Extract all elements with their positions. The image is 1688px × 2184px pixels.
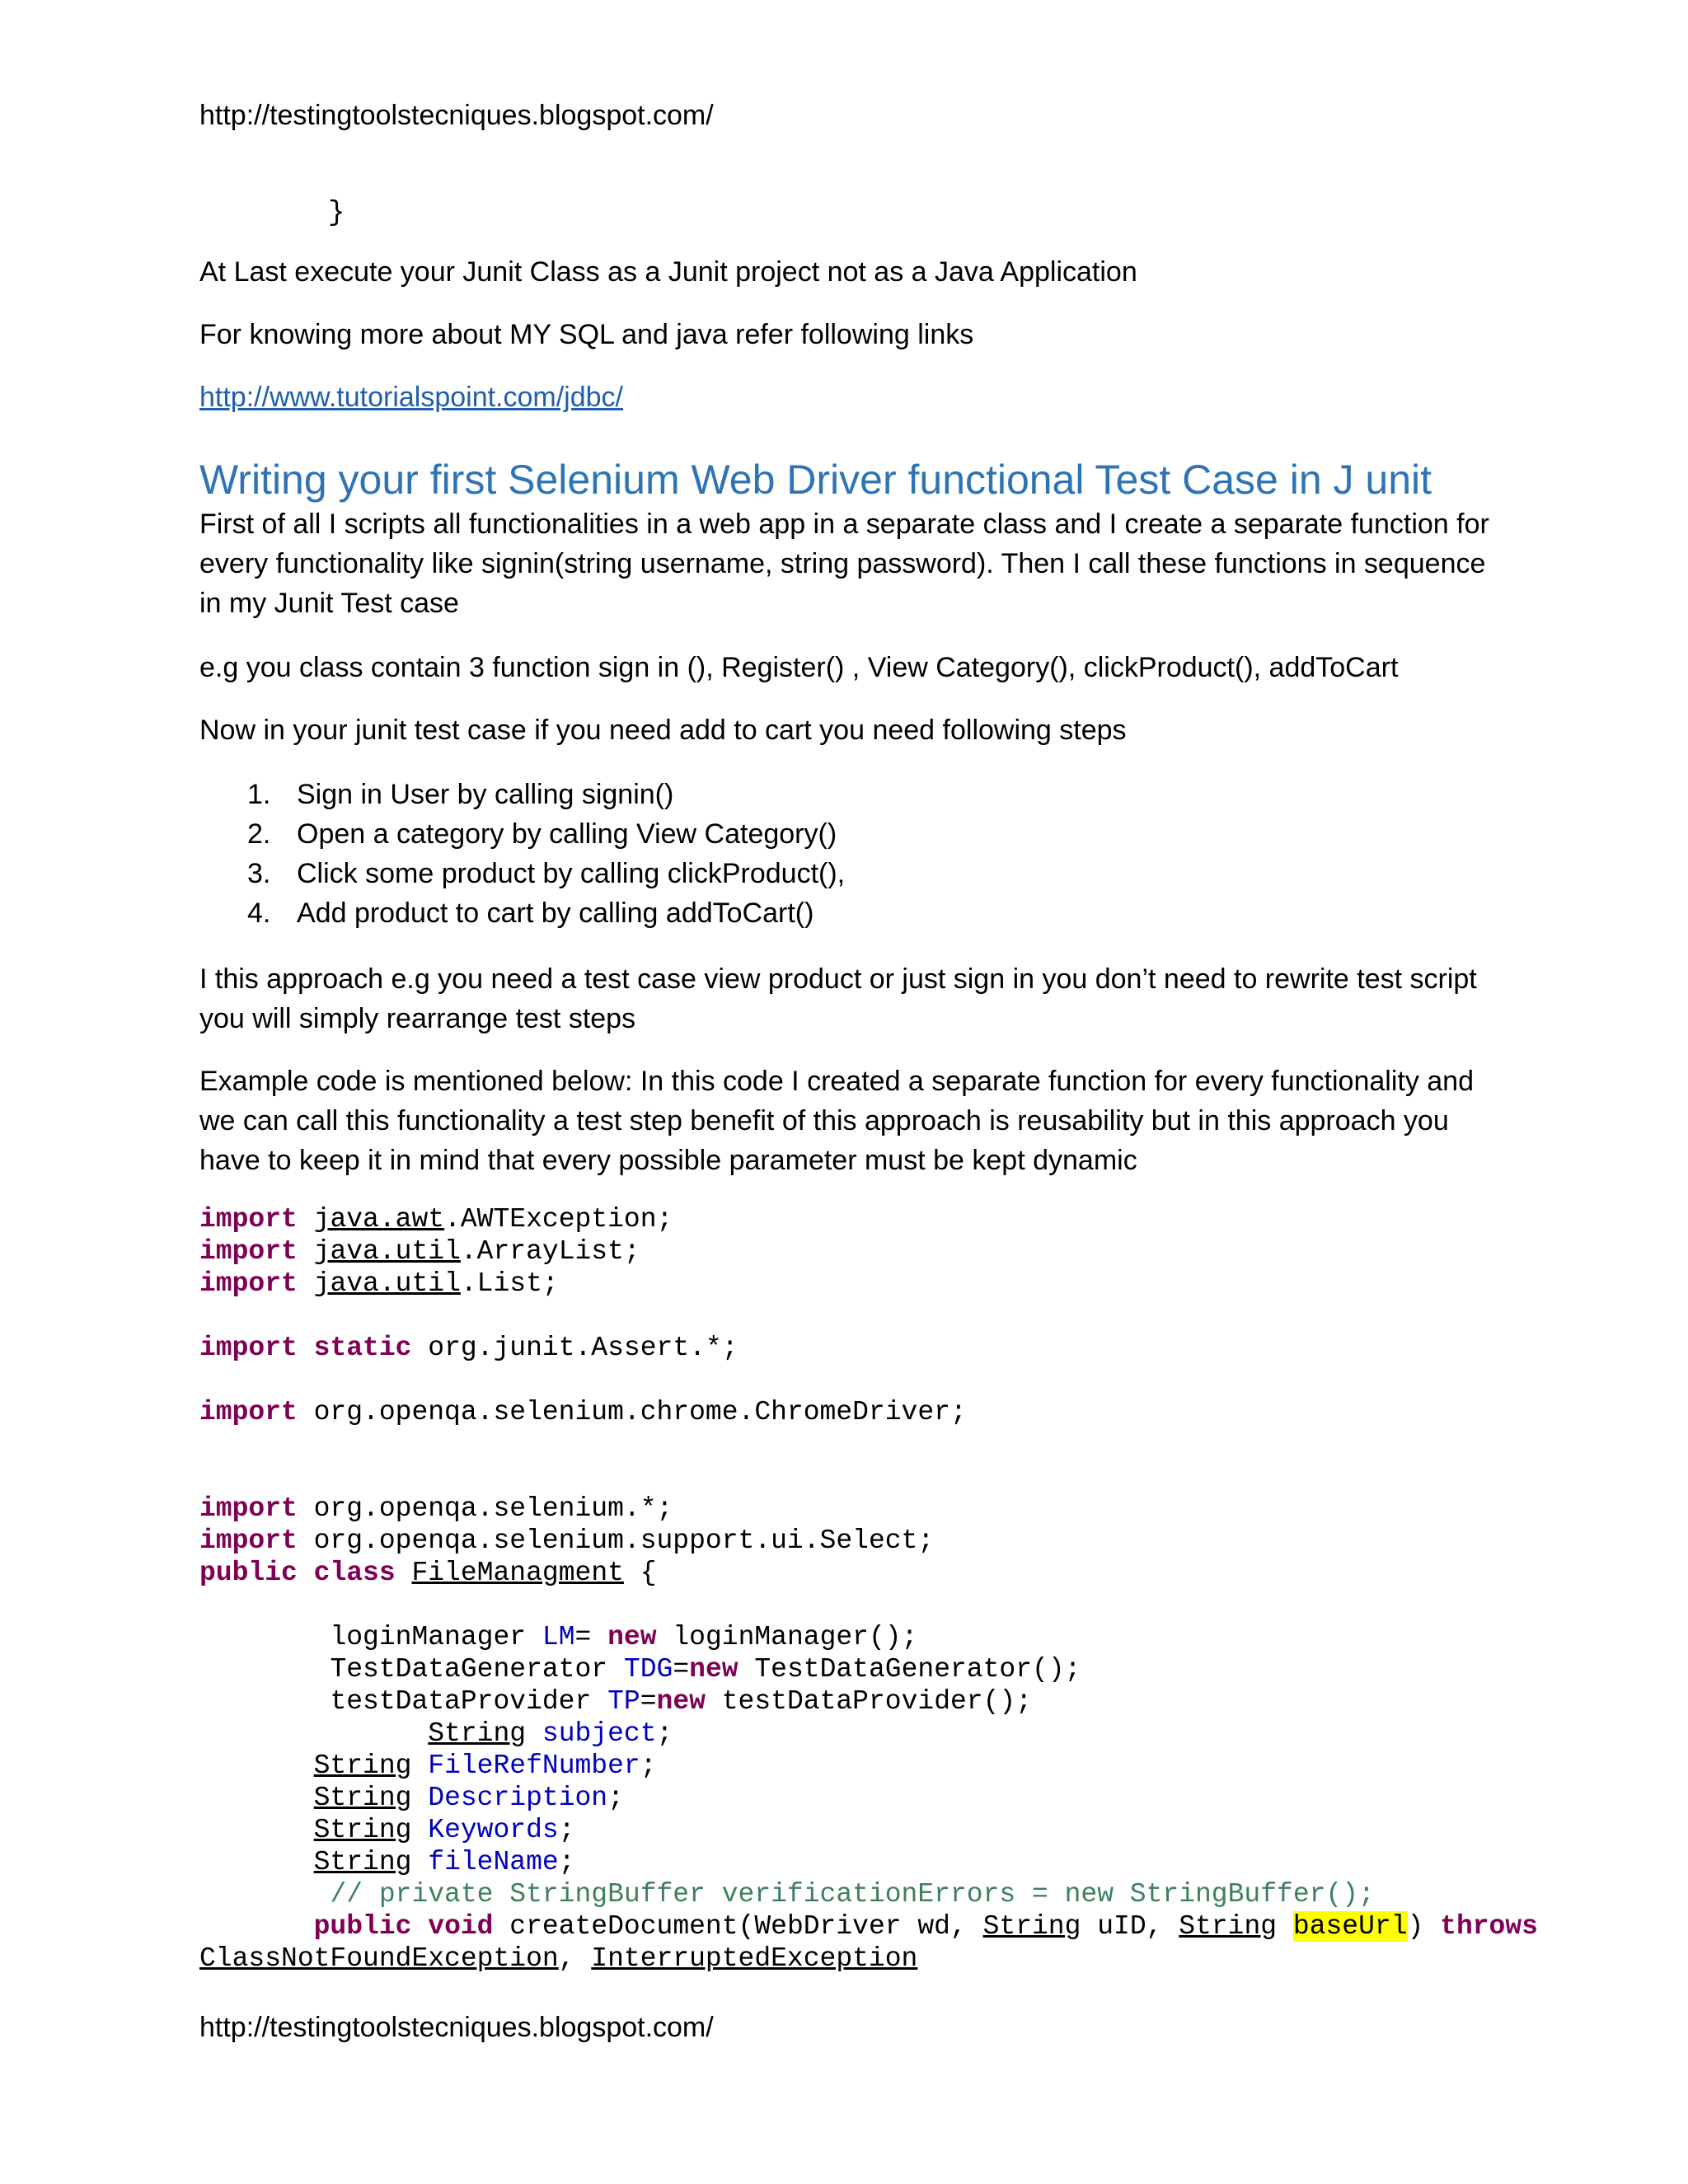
code-closing-brace: } [328,198,345,229]
section-heading: Writing your first Selenium Web Driver functional Test Case in J unit [199,457,1432,503]
steps-list [199,775,845,933]
page-header-url: http://testingtoolstecniques.blogspot.com/ [199,100,714,131]
code-block: import java.awt.AWTException; import java.util.ArrayList; import java.util.List; import static org.junit.Assert.*; import org.openqa.selenium.chrome.ChromeDriver; import org.openqa.selenium.*; import org.openqa.selenium.support.ui.Select; public class FileManagment { loginManager LM= new loginManager(); TestDataGenerator TDG=new TestDataGenerator(); testDataProvider TP=new testDataProvider(); String subject; String FileRefNumber; String Description; String Keywords; String fileName; // private StringBuffer verificationErrors = new StringBuffer(); public void createDocument(WebDriver wd, String uID, String baseUrl) throws ClassNotFoundException, InterruptedException [199,1204,1538,1974]
list-item: 4. Add product to cart by calling addToCart() [247,898,814,929]
page-footer-url: http://testingtoolstecniques.blogspot.com/ [199,2012,714,2043]
list-item: 2. Open a category by calling View Category() [247,818,837,850]
list-item: 3. Click some product by calling clickProduct(), [247,858,846,889]
example-code-paragraph: Example code is mentioned below: In this code I created a separate function for every functionality and we can call this functionality a test step benefit of this approach is reusability but in this approach you have to keep it in mind that every possible parameter must be kept dynamic [199,1066,1475,1176]
execute-paragraph: At Last execute your Junit Class as a Junit project not as a Java Application [199,256,1137,288]
approach-paragraph: I this approach e.g you need a test case view product or just sign in you don’t need to rewrite test script you will simply rearrange test steps [199,963,1477,1034]
example-functions-paragraph: e.g you class contain 3 function sign in (), Register() , View Category(), clickProduct(), addToCart [199,652,1399,683]
refer-links-paragraph: For knowing more about MY SQL and java refer following links [199,319,974,350]
intro-paragraph: First of all I scripts all functionalities in a web app in a separate class and I create a separate function for every functionality like signin(string username, string password). Then I call these functions in sequence in my Junit Test case [199,509,1489,619]
tutorialspoint-link[interactable]: http://www.tutorialspoint.com/jdbc/ [199,382,624,413]
list-item: 1. Sign in User by calling signin() [247,779,674,810]
steps-intro-paragraph: Now in your junit test case if you need add to cart you need following steps [199,715,1127,746]
